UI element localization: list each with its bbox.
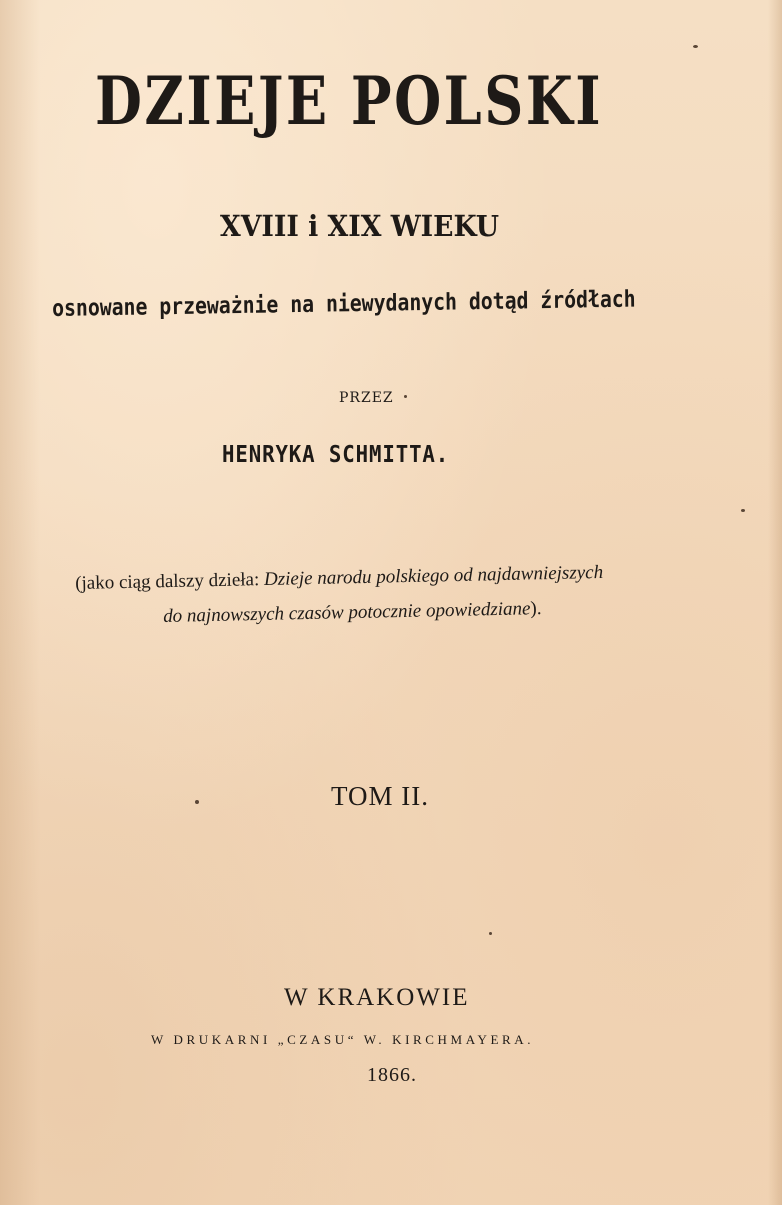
page-edge-shadow [768,0,782,1205]
previous-work-title-part-1: Dzieje narodu polskiego od najdawniejszych [263,561,604,591]
page-gutter-shadow [0,0,40,1205]
publication-year: 1866. [367,1064,417,1086]
by-label: PRZEZ [339,390,394,406]
note-prefix: (jako ciąg dalszy dzieła: [74,569,260,594]
volume-number: TOM II. [331,781,429,811]
note-suffix: ). [530,598,542,620]
printer-imprint: W DRUKARNI „CZASU“ W. KIRCHMAYERA. [151,1032,535,1047]
paper-speck [195,800,199,804]
paper-speck [741,509,745,512]
paper-speck [404,395,407,398]
paper-speck [693,45,698,48]
continuation-note-line-1 [75,563,603,593]
book-subtitle: XVIII i XIX WIEKU [220,209,500,243]
publication-place: W KRAKOWIE [284,984,470,1011]
book-title: DZIEJE POLSKI [95,62,604,140]
paper-speck [489,932,492,935]
continuation-note-line-2 [163,599,542,626]
book-description: osnowane przeważnie na niewydanych dotąd źródłach [51,286,636,322]
author-name: HENRYKA SCHMITTA. [222,442,450,468]
previous-work-title-part-2: do najnowszych czasów potocznie opowiedziane [162,598,531,627]
